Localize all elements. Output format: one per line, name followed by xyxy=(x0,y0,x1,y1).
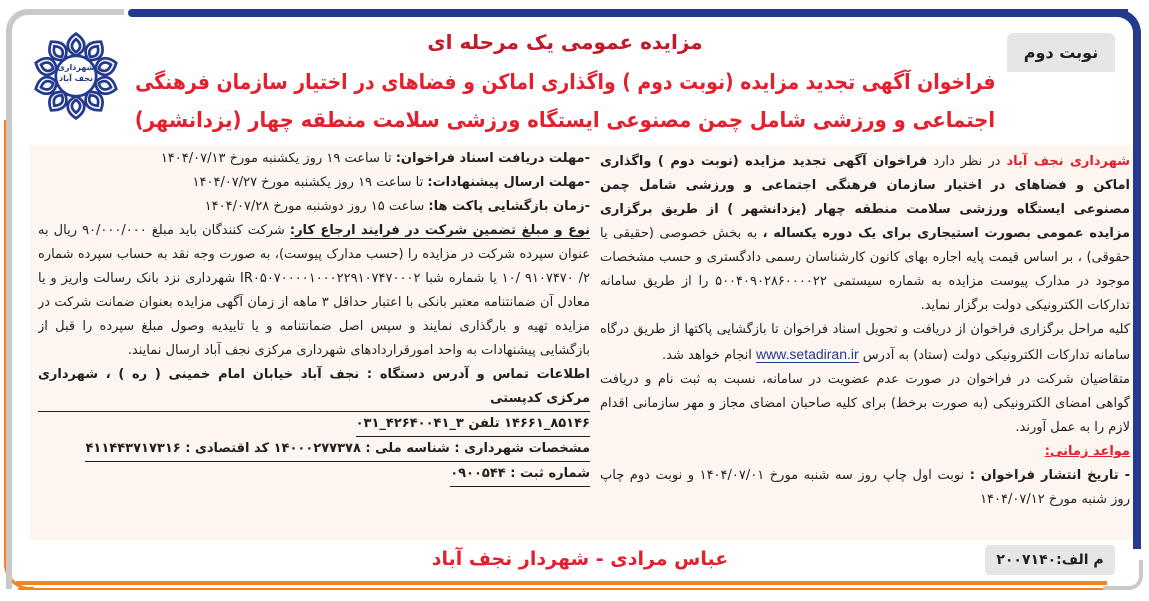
logo-line: شهرداری xyxy=(57,63,95,72)
logo-line: نجف آباد xyxy=(59,74,93,83)
text: انجام خواهد شد. xyxy=(662,348,756,363)
opening-time xyxy=(38,195,590,219)
intro-paragraph xyxy=(600,150,1130,318)
logo-text xyxy=(56,62,96,84)
text: شرکت کنندگان باید مبلغ ۹۰/۰۰۰/۰۰۰ ریال به عنوان سپرده شرکت در مزایده را (حسب مدارک پیوست)، به صورت وجه نقد به حساب سپرده شماره ۲/ ۹۱۰۷۴۷۰ /۱۰ یا شماره شبا IR۰۵۰۷۰۰۰۰۱۰۰۰۲۲۹۱۰۷۴۷۰۰۰۲ شهرداری نزد بانک رسالت واریز و یا معادل آن ضمانتنامه معتبر بانکی با اعتبار حداقل ۳ ماهه از زمان آگهی مزایده بعنوان ضمانت شرکت در مزایده تهیه و بارگذاری نمایند و سپس اصل ضمانتنامه و یا تاییدیه وصول مبلغ سپرده را قبل از بازگشایی پیشنهادات به واحد امورقراردادهای شهرداری مرکزی نجف آباد ارسال نمایند. xyxy=(38,223,590,358)
contact-address: اطلاعات تماس و آدرس دستگاه : نجف آباد خیابان امام خمینی ( ره ) ، شهرداری مرکزی کدپستی xyxy=(38,363,590,412)
title-line-2: فراخوان آگهی تجدید مزایده (نوبت دوم ) واگذاری اماکن و فضاهای در اختیار سازمان فرهنگی xyxy=(134,70,996,94)
deadline-docs xyxy=(38,147,590,171)
left-column xyxy=(38,147,590,538)
guarantee-paragraph xyxy=(38,219,590,363)
round-badge: نوبت دوم xyxy=(1007,33,1115,72)
right-column xyxy=(600,150,1130,538)
municipality-ids: مشخصات شهرداری : شناسه ملی : ۱۴۰۰۰۲۷۷۳۷۸ کد اقتصادی : ۴۱۱۴۴۳۷۱۷۳۱۶ xyxy=(85,437,590,462)
publication-date xyxy=(600,464,1130,512)
ids-row xyxy=(38,437,590,462)
deadlines-heading: مواعد زمانی: xyxy=(1044,444,1130,459)
applicants-paragraph: متقاضیان شرکت در فراخوان در صورت عدم عضویت در سامانه، نسبت به ثبت نام و دریافت گواهی امضای الکترونیکی (به صورت برخط) برای کلیه صاحبان امضای مجاز و مهر سازمانی اقدام لازم را به عمل آورند. xyxy=(600,372,1130,435)
label: -زمان بازگشایی پاکت ها: xyxy=(428,199,590,214)
org-name: شهرداری نجف آباد xyxy=(1006,154,1130,169)
text: تا ساعت ۱۹ روز یکشنبه مورخ ۱۴۰۴/۰۷/۲۷ xyxy=(192,175,428,190)
text-bold: فراخوان آگهی تجدید مزایده (نوبت دوم ) واگذاری اماکن و فضاهای در اختیار سازمان فرهنگی اجتماعی و ورزشی شامل چمن مصنوعی ایستگاه ورزشی سلامت منطقه چهار (یزدانشهر ) از طریق برگزاری مزایده عمومی بصورت استیجاری برای یک دوره یکساله ، xyxy=(600,154,1130,241)
title-line-3: اجتماعی و ورزشی شامل چمن مصنوعی ایستگاه ورزشی سلامت منطقه چهار (یزدانشهر) xyxy=(134,108,996,132)
label: -مهلت ارسال پیشنهادات: xyxy=(427,175,590,190)
label: نوع و مبلغ تضمین شرکت در فرایند ارجاع کار: xyxy=(289,223,590,238)
contact-phone: ۸۵۱۴۶_۱۴۶۶۱ تلفن ۳_۴۲۶۴۰۰۴۱_۰۳۱ xyxy=(356,412,590,437)
deadline-offers xyxy=(38,171,590,195)
contact-phone-row xyxy=(38,412,590,437)
ad-reference: م الف:۲۰۰۷۱۴۰ xyxy=(985,545,1115,575)
setadiran-link[interactable]: www.setadiran.ir xyxy=(755,346,859,362)
contact-info xyxy=(38,363,590,412)
registration-number: شماره ثبت : ۰۹۰۰۵۴۴ xyxy=(450,462,590,487)
text: در نظر دارد xyxy=(927,154,1007,169)
title-line-1: مزایده عمومی یک مرحله ای xyxy=(427,30,703,54)
text: کلیه مراحل برگزاری فراخوان از دریافت و تحویل اسناد فراخوان تا بازگشایی پاکتها از طریق درگاه سامانه تدارکات الکترونیکی دولت (ستاد) به آدرس xyxy=(600,322,1130,363)
signature: عباس مرادی - شهردار نجف آباد xyxy=(431,548,729,570)
orange-frame-bottom xyxy=(16,581,1107,585)
procedure-paragraph xyxy=(600,318,1130,368)
blue-frame-top xyxy=(128,9,1128,17)
text: تا ساعت ۱۹ روز یکشنبه مورخ ۱۴۰۴/۰۷/۱۳ xyxy=(160,151,396,166)
text: ساعت ۱۵ روز دوشنبه مورخ ۱۴۰۴/۰۷/۲۸ xyxy=(204,199,429,214)
text: به بخش خصوصی (حقیقی یا حقوقی) ، بر اساس قیمت پایه اجاره بهای کانون کارشناسان رسمی دادگستری و حسب مشخصات موجود در مدارک پیوست مزایده به شماره سیستمی ۵۰۰۴۰۹۰۲۸۶۰۰۰۰۲۲ را از طریق سامانه تدارکات الکترونیکی دولت برگزار نماید. xyxy=(600,226,1130,313)
text: نوبت اول چاپ روز سه شنبه مورخ ۱۴۰۴/۰۷/۰۱ و نوبت دوم چاپ روز شنبه مورخ ۱۴۰۴/۰۷/۱۲ xyxy=(600,468,1130,507)
reg-row xyxy=(38,462,590,487)
label: - تاریخ انتشار فراخوان : xyxy=(969,468,1130,483)
label: -مهلت دریافت اسناد فراخوان: xyxy=(395,151,590,166)
orange-frame-bottom-thin xyxy=(18,588,1107,590)
